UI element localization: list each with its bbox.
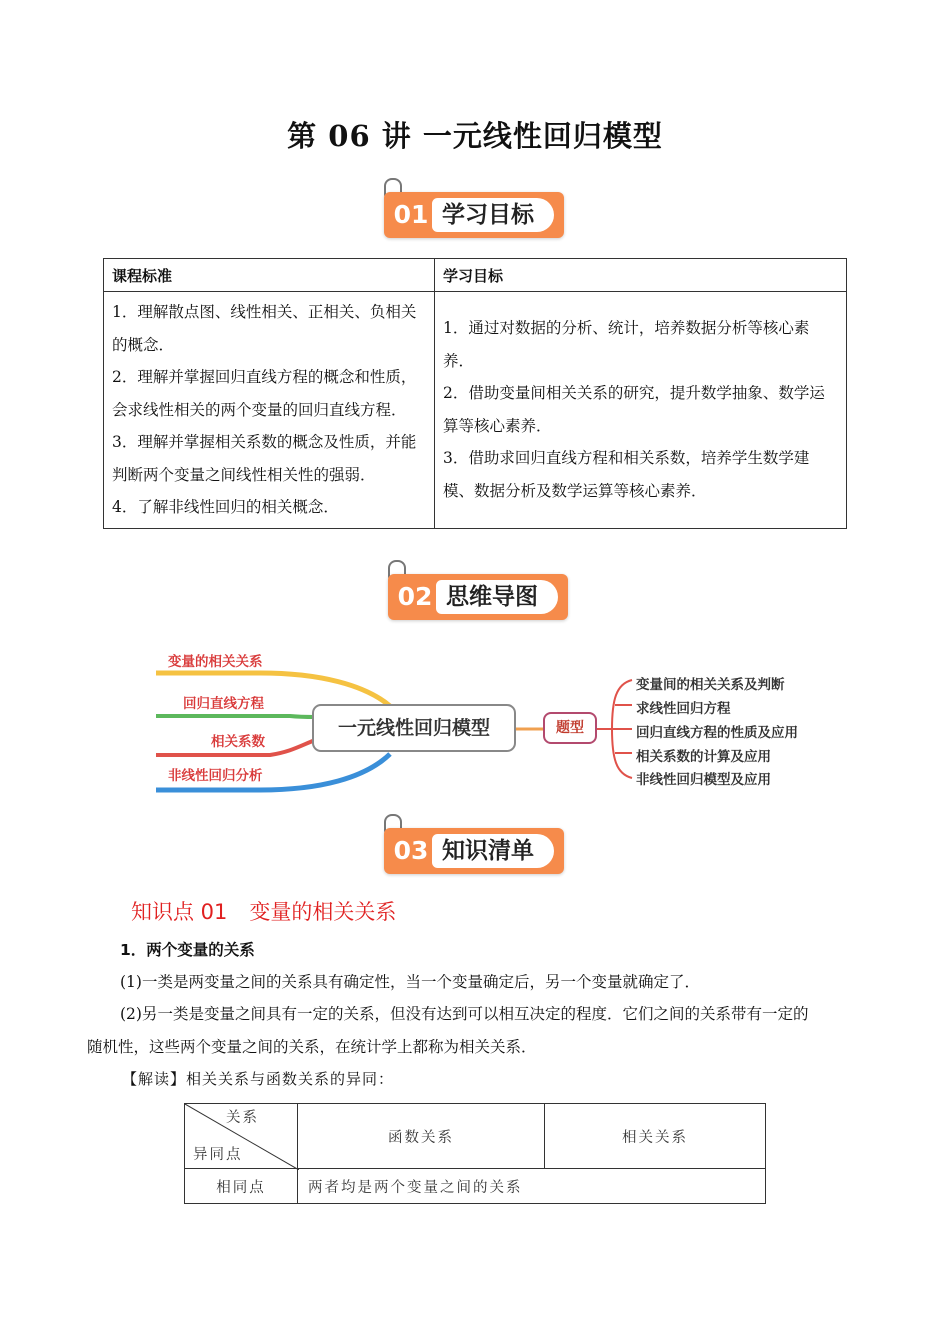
standard-item: 2．理解并掌握回归直线方程的概念和性质，会求线性相关的两个变量的回归直线方程． bbox=[112, 368, 417, 419]
goal-item: 3．借助求回归直线方程和相关系数，培养学生数学建模、数据分析及数学运算等核心素养． bbox=[443, 449, 810, 500]
section-number: 03 bbox=[393, 836, 429, 865]
section-label: 学习目标 bbox=[432, 198, 554, 232]
mindmap-type-node: 题型 bbox=[543, 712, 597, 744]
mindmap-right-item: 求线性回归方程 bbox=[636, 701, 731, 717]
goal-item: 2．借助变量间相关关系的研究，提升数学抽象、数学运算等核心素养． bbox=[443, 384, 825, 435]
knowledge-point-name: 变量的相关关系 bbox=[249, 900, 397, 924]
goals-cell bbox=[435, 292, 847, 529]
standard-item: 4．了解非线性回归的相关概念． bbox=[112, 498, 339, 516]
header-course-standard: 课程标准 bbox=[104, 259, 435, 292]
mindmap-left-item: 回归直线方程 bbox=[183, 696, 264, 712]
header-learning-goal: 学习目标 bbox=[435, 259, 847, 292]
section-number: 02 bbox=[397, 582, 433, 611]
header-function-relation: 函数关系 bbox=[298, 1104, 545, 1169]
mindmap-right-item: 相关系数的计算及应用 bbox=[636, 749, 771, 765]
section-label: 思维导图 bbox=[436, 580, 558, 614]
mindmap-right-item: 变量间的相关关系及判断 bbox=[636, 677, 785, 693]
comparison-table bbox=[184, 1103, 766, 1204]
objectives-table bbox=[103, 258, 847, 529]
knowledge-point-number: 知识点 01 bbox=[131, 900, 228, 924]
page-title: 第 06 讲 一元线性回归模型 bbox=[287, 119, 663, 153]
section-label: 知识清单 bbox=[432, 834, 554, 868]
corner-cell bbox=[185, 1104, 298, 1169]
row-value-similarity: 两者均是两个变量之间的关系 bbox=[298, 1169, 766, 1204]
mindmap-right-item: 回归直线方程的性质及应用 bbox=[636, 725, 798, 741]
knowledge-point-title bbox=[131, 896, 418, 926]
mindmap-right-item: 非线性回归模型及应用 bbox=[636, 772, 771, 788]
paragraph-2b: 随机性，这些两个变量之间的关系，在统计学上都称为相关关系． bbox=[87, 1038, 537, 1056]
corner-top-label: 关系 bbox=[226, 1110, 259, 1126]
standard-item: 3．理解并掌握相关系数的概念及性质，并能判断两个变量之间线性相关性的强弱． bbox=[112, 433, 417, 484]
corner-bottom-label: 异同点 bbox=[193, 1147, 243, 1163]
goal-item: 1．通过对数据的分析、统计，培养数据分析等核心素养． bbox=[443, 319, 810, 370]
standards-cell bbox=[104, 292, 435, 529]
section-badge-objectives bbox=[384, 178, 584, 240]
mind-map bbox=[150, 640, 820, 800]
mindmap-left-item: 非线性回归分析 bbox=[168, 768, 263, 784]
section-badge-knowledge bbox=[384, 814, 584, 876]
section-badge-mindmap bbox=[388, 560, 588, 622]
sub-heading: 1．两个变量的关系 bbox=[120, 941, 255, 959]
standard-item: 1．理解散点图、线性相关、正相关、负相关的概念． bbox=[112, 303, 417, 354]
reading-note: 【解读】相关关系与函数关系的异同： bbox=[122, 1070, 395, 1088]
mindmap-center-node: 一元线性回归模型 bbox=[312, 704, 516, 752]
row-label-similarity: 相同点 bbox=[185, 1169, 298, 1204]
section-number: 01 bbox=[393, 200, 429, 229]
paragraph-1: (1)一类是两变量之间的关系具有确定性，当一个变量确定后，另一个变量就确定了． bbox=[120, 973, 700, 991]
mindmap-left-item: 变量的相关关系 bbox=[168, 654, 263, 670]
mindmap-left-item: 相关系数 bbox=[211, 734, 265, 750]
header-correlation-relation: 相关关系 bbox=[545, 1104, 766, 1169]
paragraph-2a: (2)另一类是变量之间具有一定的关系，但没有达到可以相互决定的程度．它们之间的关系带有一定的 bbox=[120, 1005, 809, 1023]
